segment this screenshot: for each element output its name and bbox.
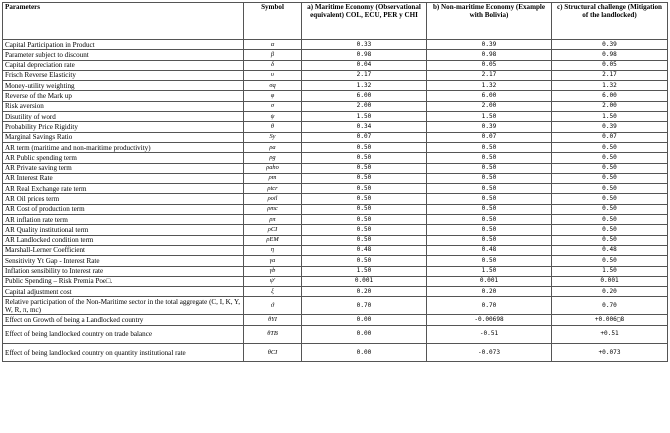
table-row	[3, 60, 668, 70]
maritime-value-cell: 0.50	[302, 184, 427, 194]
structural-value-cell: 0.48	[552, 245, 668, 255]
param-cell: AR Real Exchange rate term	[3, 184, 244, 194]
symbol-cell: ρm	[244, 173, 302, 183]
structural-value-cell: 1.32	[552, 81, 668, 91]
symbol-cell: φ	[244, 91, 302, 101]
param-cell: AR Cost of production term	[3, 204, 244, 214]
non-maritime-value-cell: 0.001	[427, 276, 552, 286]
non-maritime-value-cell: 2.00	[427, 101, 552, 111]
structural-value-cell: 0.50	[552, 142, 668, 152]
header-symbol: Symbol	[244, 3, 302, 40]
maritime-value-cell: 0.20	[302, 287, 427, 297]
table-row	[3, 163, 668, 173]
param-cell: Inflation sensibility to Interest rate	[3, 266, 244, 276]
table-row	[3, 215, 668, 225]
maritime-value-cell: 2.00	[302, 101, 427, 111]
non-maritime-value-cell: 0.50	[427, 256, 552, 266]
symbol-cell: θTB	[244, 325, 302, 344]
parameter-table	[2, 2, 668, 362]
param-cell: Capital adjustment cost	[3, 287, 244, 297]
non-maritime-value-cell: 0.50	[427, 204, 552, 214]
non-maritime-value-cell: 0.50	[427, 215, 552, 225]
structural-value-cell: +0.51	[552, 325, 668, 344]
structural-value-cell: 2.00	[552, 101, 668, 111]
symbol-cell: ρg	[244, 153, 302, 163]
table-row	[3, 287, 668, 297]
param-cell: AR Interest Rate	[3, 173, 244, 183]
param-cell: AR inflation rate term	[3, 215, 244, 225]
non-maritime-value-cell: -0.00698	[427, 315, 552, 325]
structural-value-cell: 0.50	[552, 225, 668, 235]
structural-value-cell: 0.98	[552, 50, 668, 60]
non-maritime-value-cell: 1.32	[427, 81, 552, 91]
symbol-cell: ϑ	[244, 297, 302, 315]
param-cell: Frisch Reverse Elasticity	[3, 70, 244, 80]
maritime-value-cell: 0.00	[302, 325, 427, 344]
maritime-value-cell: 0.70	[302, 297, 427, 315]
maritime-value-cell: 0.07	[302, 132, 427, 142]
maritime-value-cell: 0.50	[302, 142, 427, 152]
table-row	[3, 173, 668, 183]
non-maritime-value-cell: 0.20	[427, 287, 552, 297]
parameter-table-container	[2, 2, 668, 362]
symbol-cell: ρoil	[244, 194, 302, 204]
symbol-cell: ρtcr	[244, 184, 302, 194]
structural-value-cell: 0.70	[552, 297, 668, 315]
non-maritime-value-cell: -0.073	[427, 344, 552, 362]
table-row	[3, 266, 668, 276]
table-row	[3, 194, 668, 204]
structural-value-cell: 1.50	[552, 112, 668, 122]
table-row	[3, 153, 668, 163]
symbol-cell: ψ'	[244, 276, 302, 286]
header-maritime: a) Maritime Economy (Observational equivalent) COL, ECU, PER y CHI	[302, 3, 427, 40]
maritime-value-cell: 0.50	[302, 204, 427, 214]
structural-value-cell: 0.50	[552, 215, 668, 225]
param-cell: Effect on Growth of being a Landlocked country	[3, 315, 244, 325]
symbol-cell: σ	[244, 101, 302, 111]
symbol-cell: ρa	[244, 142, 302, 152]
maritime-value-cell: 0.00	[302, 344, 427, 362]
table-row	[3, 50, 668, 60]
maritime-value-cell: 0.50	[302, 163, 427, 173]
maritime-value-cell: 6.00	[302, 91, 427, 101]
table-row	[3, 70, 668, 80]
symbol-cell: ψ	[244, 112, 302, 122]
param-cell: Public Spending – Risk Premia Poe□.	[3, 276, 244, 286]
structural-value-cell: 2.17	[552, 70, 668, 80]
param-cell: Money-utility weighting	[3, 81, 244, 91]
non-maritime-value-cell: 0.50	[427, 184, 552, 194]
structural-value-cell: 6.00	[552, 91, 668, 101]
param-cell: Parameter subject to discount	[3, 50, 244, 60]
structural-value-cell: 0.07	[552, 132, 668, 142]
structural-value-cell: 0.001	[552, 276, 668, 286]
param-cell: Effect of being landlocked country on trade balance	[3, 325, 244, 344]
maritime-value-cell: 0.001	[302, 276, 427, 286]
maritime-value-cell: 1.50	[302, 266, 427, 276]
symbol-cell: η	[244, 245, 302, 255]
maritime-value-cell: 2.17	[302, 70, 427, 80]
non-maritime-value-cell: 0.50	[427, 163, 552, 173]
table-row	[3, 276, 668, 286]
table-row	[3, 315, 668, 325]
maritime-value-cell: 0.00	[302, 315, 427, 325]
table-row	[3, 132, 668, 142]
non-maritime-value-cell: 2.17	[427, 70, 552, 80]
param-cell: AR Private saving term	[3, 163, 244, 173]
structural-value-cell: 0.50	[552, 184, 668, 194]
maritime-value-cell: 0.50	[302, 173, 427, 183]
structural-value-cell: +0.073	[552, 344, 668, 362]
param-cell: Marshall-Lerner Coefficient	[3, 245, 244, 255]
param-cell: Capital depreciation rate	[3, 60, 244, 70]
maritime-value-cell: 0.33	[302, 40, 427, 50]
maritime-value-cell: 0.50	[302, 256, 427, 266]
maritime-value-cell: 0.98	[302, 50, 427, 60]
structural-value-cell: +0.006□8	[552, 315, 668, 325]
structural-value-cell: 0.05	[552, 60, 668, 70]
maritime-value-cell: 0.50	[302, 194, 427, 204]
table-row	[3, 325, 668, 344]
param-cell: Risk aversion	[3, 101, 244, 111]
maritime-value-cell: 0.34	[302, 122, 427, 132]
maritime-value-cell: 1.50	[302, 112, 427, 122]
non-maritime-value-cell: 0.50	[427, 225, 552, 235]
maritime-value-cell: 0.50	[302, 235, 427, 245]
header-non-maritime: b) Non-maritime Economy (Example with Bolivia)	[427, 3, 552, 40]
param-cell: Capital Participation in Product	[3, 40, 244, 50]
table-row	[3, 297, 668, 315]
non-maritime-value-cell: 0.50	[427, 173, 552, 183]
non-maritime-value-cell: 1.50	[427, 112, 552, 122]
table-row	[3, 245, 668, 255]
table-row	[3, 344, 668, 362]
symbol-cell: σq	[244, 81, 302, 91]
symbol-cell: θ	[244, 122, 302, 132]
symbol-cell: β	[244, 50, 302, 60]
structural-value-cell: 0.20	[552, 287, 668, 297]
structural-value-cell: 0.50	[552, 153, 668, 163]
structural-value-cell: 0.50	[552, 204, 668, 214]
symbol-cell: ρπ	[244, 215, 302, 225]
table-body	[3, 40, 668, 362]
symbol-cell: ρaho	[244, 163, 302, 173]
symbol-cell: δ	[244, 60, 302, 70]
maritime-value-cell: 0.50	[302, 153, 427, 163]
non-maritime-value-cell: -0.51	[427, 325, 552, 344]
param-cell: Reverse of the Mark up	[3, 91, 244, 101]
param-cell: AR Oil prices term	[3, 194, 244, 204]
symbol-cell: υ	[244, 70, 302, 80]
non-maritime-value-cell: 0.50	[427, 235, 552, 245]
non-maritime-value-cell: 0.70	[427, 297, 552, 315]
non-maritime-value-cell: 0.50	[427, 153, 552, 163]
maritime-value-cell: 1.32	[302, 81, 427, 91]
maritime-value-cell: 0.50	[302, 225, 427, 235]
header-structural-challenge: c) Structural challenge (Mitigation of the landlocked)	[552, 3, 668, 40]
table-row	[3, 235, 668, 245]
param-cell: Probability Price Rigidity	[3, 122, 244, 132]
structural-value-cell: 0.50	[552, 163, 668, 173]
non-maritime-value-cell: 0.39	[427, 40, 552, 50]
structural-value-cell: 0.39	[552, 40, 668, 50]
structural-value-cell: 0.50	[552, 194, 668, 204]
table-row	[3, 142, 668, 152]
table-row	[3, 225, 668, 235]
table-row	[3, 112, 668, 122]
symbol-cell: γb	[244, 266, 302, 276]
structural-value-cell: 0.50	[552, 235, 668, 245]
header-parameters: Parameters	[3, 3, 244, 40]
symbol-cell: α	[244, 40, 302, 50]
structural-value-cell: 0.50	[552, 173, 668, 183]
param-cell: AR Landlocked condition term	[3, 235, 244, 245]
param-cell: AR Quality institutional term	[3, 225, 244, 235]
structural-value-cell: 1.50	[552, 266, 668, 276]
structural-value-cell: 0.39	[552, 122, 668, 132]
symbol-cell: ρCI	[244, 225, 302, 235]
non-maritime-value-cell: 0.05	[427, 60, 552, 70]
maritime-value-cell: 0.48	[302, 245, 427, 255]
table-row	[3, 40, 668, 50]
symbol-cell: γa	[244, 256, 302, 266]
table-row	[3, 184, 668, 194]
param-cell: Relative participation of the Non-Maritime sector in the total aggregate (C, I, K, Y, W, R, π, mc)	[3, 297, 244, 315]
symbol-cell: ξ	[244, 287, 302, 297]
table-row	[3, 122, 668, 132]
table-row	[3, 256, 668, 266]
symbol-cell: ρmc	[244, 204, 302, 214]
symbol-cell: θCI	[244, 344, 302, 362]
non-maritime-value-cell: 6.00	[427, 91, 552, 101]
param-cell: Sensitivity Yt Gap - Interest Rate	[3, 256, 244, 266]
param-cell: AR term (maritime and non-maritime productivity)	[3, 142, 244, 152]
symbol-cell: θYI	[244, 315, 302, 325]
non-maritime-value-cell: 0.50	[427, 194, 552, 204]
param-cell: Effect of being landlocked country on quantity institutional rate	[3, 344, 244, 362]
param-cell: Marginal Savings Ratio	[3, 132, 244, 142]
maritime-value-cell: 0.50	[302, 215, 427, 225]
table-row	[3, 204, 668, 214]
symbol-cell: ρEM	[244, 235, 302, 245]
param-cell: Disutility of word	[3, 112, 244, 122]
maritime-value-cell: 0.04	[302, 60, 427, 70]
table-row	[3, 91, 668, 101]
non-maritime-value-cell: 0.07	[427, 132, 552, 142]
param-cell: AR Public spending term	[3, 153, 244, 163]
non-maritime-value-cell: 0.98	[427, 50, 552, 60]
table-row	[3, 101, 668, 111]
header-row	[3, 3, 668, 40]
table-row	[3, 81, 668, 91]
structural-value-cell: 0.50	[552, 256, 668, 266]
non-maritime-value-cell: 0.50	[427, 142, 552, 152]
non-maritime-value-cell: 1.50	[427, 266, 552, 276]
symbol-cell: Sy	[244, 132, 302, 142]
non-maritime-value-cell: 0.39	[427, 122, 552, 132]
non-maritime-value-cell: 0.48	[427, 245, 552, 255]
